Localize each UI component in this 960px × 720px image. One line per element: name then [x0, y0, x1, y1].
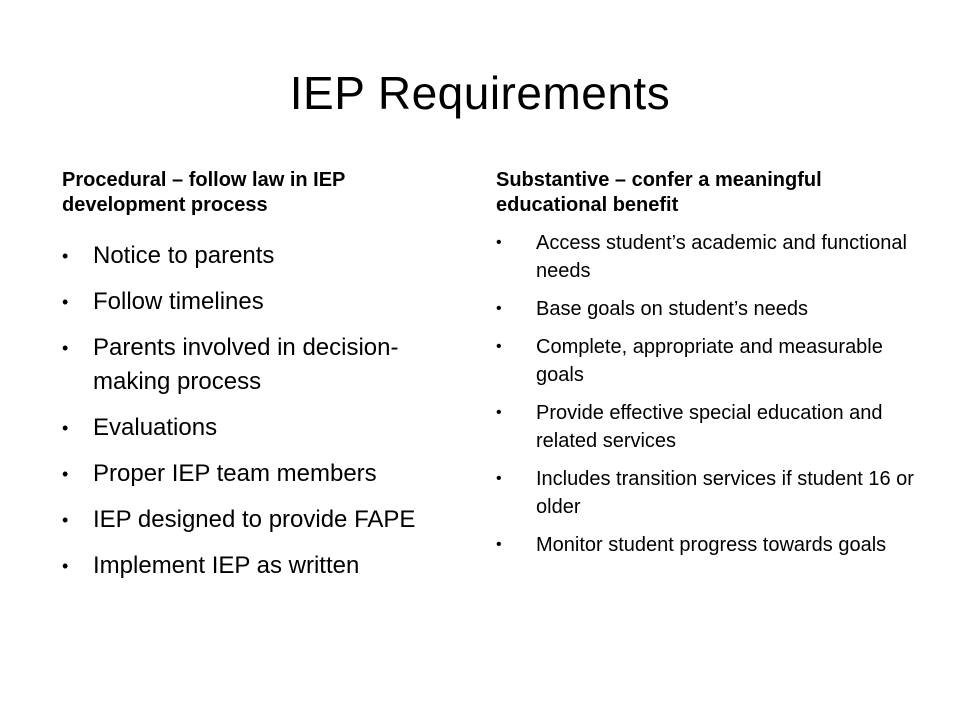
list-item — [62, 549, 462, 583]
bullet-icon: • — [62, 246, 69, 266]
slide-title: IEP Requirements — [289, 67, 671, 119]
list-item-text: Includes transition services if student 16 or older — [536, 468, 914, 518]
list-item-text: Monitor student progress towards goals — [536, 534, 887, 556]
list-item — [62, 285, 462, 319]
bullet-icon: • — [496, 234, 502, 251]
list-item — [496, 295, 926, 323]
list-item — [62, 503, 462, 537]
list-item-text: Implement IEP as written — [93, 552, 360, 579]
list-item — [496, 333, 926, 389]
list-item-text: Access student’s academic and functional needs — [536, 232, 907, 282]
list-item-text: Evaluations — [93, 414, 218, 441]
list-item-text: Notice to parents — [93, 242, 275, 269]
list-item — [496, 465, 926, 521]
list-item-text: Parents involved in decision-making process — [93, 334, 399, 395]
list-item-text: Proper IEP team members — [93, 460, 377, 487]
list-item — [62, 239, 462, 273]
substantive-list — [496, 229, 926, 559]
list-item-text: Base goals on student’s needs — [536, 298, 809, 320]
list-item — [496, 531, 926, 559]
list-item-text: IEP designed to provide FAPE — [93, 506, 416, 533]
bullet-icon: • — [496, 338, 502, 355]
bullet-icon: • — [62, 464, 69, 484]
list-item — [496, 399, 926, 455]
list-item — [62, 331, 462, 399]
bullet-icon: • — [62, 338, 69, 358]
bullet-icon: • — [62, 556, 69, 576]
list-item-text: Provide effective special education and related services — [536, 402, 883, 452]
bullet-icon: • — [496, 536, 502, 553]
bullet-icon: • — [62, 418, 69, 438]
substantive-heading: Substantive – confer a meaningful educational benefit — [496, 169, 822, 216]
bullet-icon: • — [496, 470, 502, 487]
bullet-icon: • — [62, 292, 69, 312]
bullet-icon: • — [496, 300, 502, 317]
list-item-text: Complete, appropriate and measurable goals — [536, 336, 883, 386]
procedural-heading: Procedural – follow law in IEP development process — [62, 169, 346, 216]
procedural-column — [62, 168, 462, 595]
list-item — [496, 229, 926, 285]
bullet-icon: • — [496, 404, 502, 421]
list-item — [62, 457, 462, 491]
list-item-text: Follow timelines — [93, 288, 264, 315]
bullet-icon: • — [62, 510, 69, 530]
substantive-column — [496, 168, 926, 569]
procedural-list — [62, 239, 462, 583]
list-item — [62, 411, 462, 445]
